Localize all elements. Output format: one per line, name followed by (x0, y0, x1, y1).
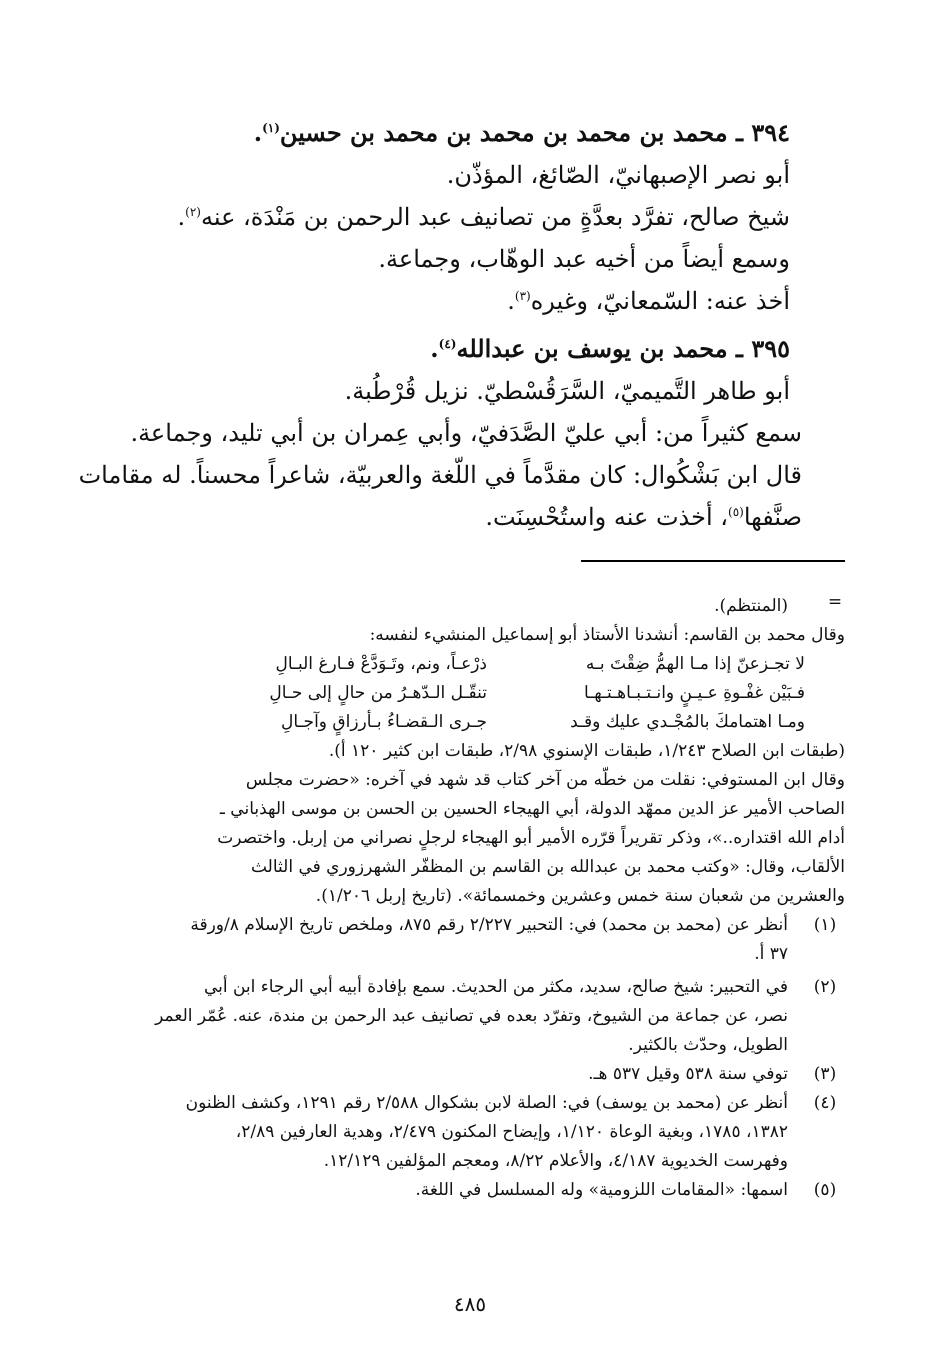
footnote-2-line-3: الطويل، وحدّث بالكثير. (628, 1035, 788, 1055)
footnotes (130, 592, 845, 1205)
main-text (78, 112, 802, 538)
footnote-4-line-1: أنظر عن (محمد بن يوسف) في: الصلة لابن بشكوال ٢/٥٨٨ رقم ١٢٩١، وكشف الظنون (185, 1093, 788, 1113)
entry-394-line-3: وسمع أيضاً من أخيه عبد الوهّاب، وجماعة. (378, 245, 790, 273)
entry-395-heading (130, 328, 790, 370)
entry-394-heading-end: . (253, 118, 263, 147)
continuation-after-verses-3: الصاحب الأمير عز الدين ممهّد الدولة، أبي الهيجاء الحسين بن الحسن بن موسى الهذباني ـ (219, 799, 845, 819)
entry-394-line-4-end: . (507, 287, 515, 315)
footnote-2 (130, 973, 845, 1060)
footnote-4 (130, 1089, 845, 1176)
continuation-after-verses-1: (طبقات ابن الصلاح ١/٢٤٣، طبقات الإسنوي ٢/٩٨، طبقات ابن كثير ١٢٠ أ). (328, 741, 845, 761)
entry-394-heading-text: ٣٩٤ ـ محمد بن محمد بن محمد بن محمد بن حسين (279, 118, 790, 147)
entry-394-line-2-end: . (177, 203, 186, 231)
entry-394-heading (130, 112, 790, 154)
continuation-after-verses-4: أدام الله اقتداره..»، وذكر تقريراً قرّره الأمير أبو الهيجاء لرجلٍ نصراني من إربل. واختصرت (217, 828, 845, 848)
verse-3-first-hemistich: ومـا اهتمامكَ بالمُجْـدي عليك وقـد (570, 712, 805, 732)
footnote-separator (581, 560, 845, 562)
entry-395-heading-text: ٣٩٥ ـ محمد بن يوسف بن عبدالله (456, 334, 790, 363)
footnote-3-number: (٣) (813, 1064, 837, 1084)
continuation-line-2: وقال محمد بن القاسم: أنشدنا الأستاذ أبو إسماعيل المنشيء لنفسه: (369, 625, 845, 645)
verse-2 (130, 679, 845, 708)
footnote-1-number: (١) (813, 915, 837, 935)
footnote-ref-3[interactable]: (٣) (514, 289, 531, 303)
footnote-3 (130, 1060, 845, 1089)
continuation-after-verses-5: الألقاب، وقال: «وكتب محمد بن عبدالله بن القاسم بن المظفّر الشهرزوري في الثالث (250, 857, 845, 877)
entry-394-line-2 (130, 196, 790, 238)
verse-3 (130, 708, 845, 737)
footnote-1-line-2: ٣٧ أ. (754, 944, 788, 964)
footnote-2-line-1: في التحبير: شيخ صالح، سديد، مكثر من الحديث. سمع بإفادة أبيه أبي الرجاء ابن أبي (203, 977, 788, 997)
entry-395-line-4-text: صنَّفها (743, 503, 802, 531)
entry-395-line-3: قال ابن بَشْكُوال: كان مقدَّماً في اللّغة والعربيّة، شاعراً محسناً. له مقامات (78, 461, 802, 489)
footnote-continuation (130, 592, 845, 911)
footnote-4-line-3: وفهرست الخديوية ٤/١٨٧، والأعلام ٨/٢٢، ومعجم المؤلفين ١٢/١٢٩. (323, 1151, 788, 1171)
verse-1-second-hemistich: ذرْعـاً، ونم، وتَـوَدَّعْ فـارغ البـالِ (275, 654, 487, 674)
footnote-4-line-2: ١٣٨٢، ١٧٨٥، وبغية الوعاة ١/١٢٠، وإيضاح المكنون ٢/٤٧٩، وهدية العارفين ٢/٨٩، (235, 1122, 788, 1142)
footnote-5-line-1: اسمها: «المقامات اللزومية» وله المسلسل في اللغة. (415, 1180, 788, 1200)
footnote-3-line-1: توفي سنة ٥٣٨ وقيل ٥٣٧ هـ. (588, 1064, 788, 1084)
verse-2-first-hemistich: فـبَيْن غفْـوةِ عـيـنٍ وانـتـبـاهـتـهـا (584, 683, 805, 703)
verse-1 (130, 650, 845, 679)
verse-2-second-hemistich: تنقّـل الـدّهـرُ من حالٍ إلى حـالِ (269, 683, 487, 703)
entry-395-heading-end: . (430, 334, 439, 363)
footnote-2-line-2: نصر، عن جماعة من الشيوخ، وتفرّد بعده في تصانيف عبد الرحمن بن مندة، عنه. عُمّر العمر (155, 1006, 788, 1026)
entry-394-line-4 (130, 280, 790, 322)
footnote-4-number: (٤) (813, 1093, 837, 1113)
footnote-1 (130, 911, 845, 969)
entry-395-line-4 (130, 496, 802, 538)
continuation-after-verses-2: وقال ابن المستوفي: نقلت من خطّه من آخر كتاب قد شهد في آخره: «حضرت مجلس (245, 770, 845, 790)
entry-394-line-4-text: أخذ عنه: السّمعانيّ، وغيره (530, 287, 790, 315)
continuation-mark: = (827, 592, 843, 612)
footnote-ref-1[interactable]: (١) (262, 121, 280, 135)
footnote-5-number: (٥) (813, 1180, 837, 1200)
footnote-1-line-1: أنظر عن (محمد بن محمد) في: التحبير ٢/٢٢٧ رقم ٨٧٥، وملخص تاريخ الإسلام ٨/ورقة (190, 915, 788, 935)
entry-395-line-4-end: ، أخذت عنه واستُحْسِنَت. (485, 503, 729, 531)
entry-395-line-2: سمع كثيراً من: أبي عليّ الصَّدَفيّ، وأبي عِمران بن أبي تليد، وجماعة. (130, 419, 802, 447)
verse-3-second-hemistich: جـرى الـقضـاءُ بـأرزاقٍ وآجـالِ (281, 712, 487, 732)
footnote-5 (130, 1176, 845, 1205)
entry-394-line-1: أبو نصر الإصبهانيّ، الصّائغ، المؤذّن. (446, 161, 790, 189)
entry-394-line-2-text: شيخ صالح، تفرَّد بعدَّةٍ من تصانيف عبد الرحمن بن مَنْدَة، عنه (200, 203, 790, 231)
continuation-after-verses-6: والعشرين من شعبان سنة خمس وعشرين وخمسمائة». (تاريخ إربل ١/٢٠٦). (315, 886, 845, 906)
page-number: ٤٨٥ (453, 1292, 487, 1316)
continuation-line-1: (المنتظم). (714, 596, 788, 616)
footnote-2-number: (٢) (813, 977, 837, 997)
entry-395-line-1: أبو طاهر التَّميميّ، السَّرَقُسْطيّ. نزيل قُرْطُبة. (344, 377, 790, 405)
footnote-ref-2[interactable]: (٢) (185, 205, 201, 219)
footnote-ref-4[interactable]: (٤) (438, 337, 457, 351)
footnote-ref-5[interactable]: (٥) (728, 505, 744, 519)
verse-1-first-hemistich: لا تجـزعنّ إذا مـا الهمُّ ضِقْتَ بـه (585, 654, 805, 674)
